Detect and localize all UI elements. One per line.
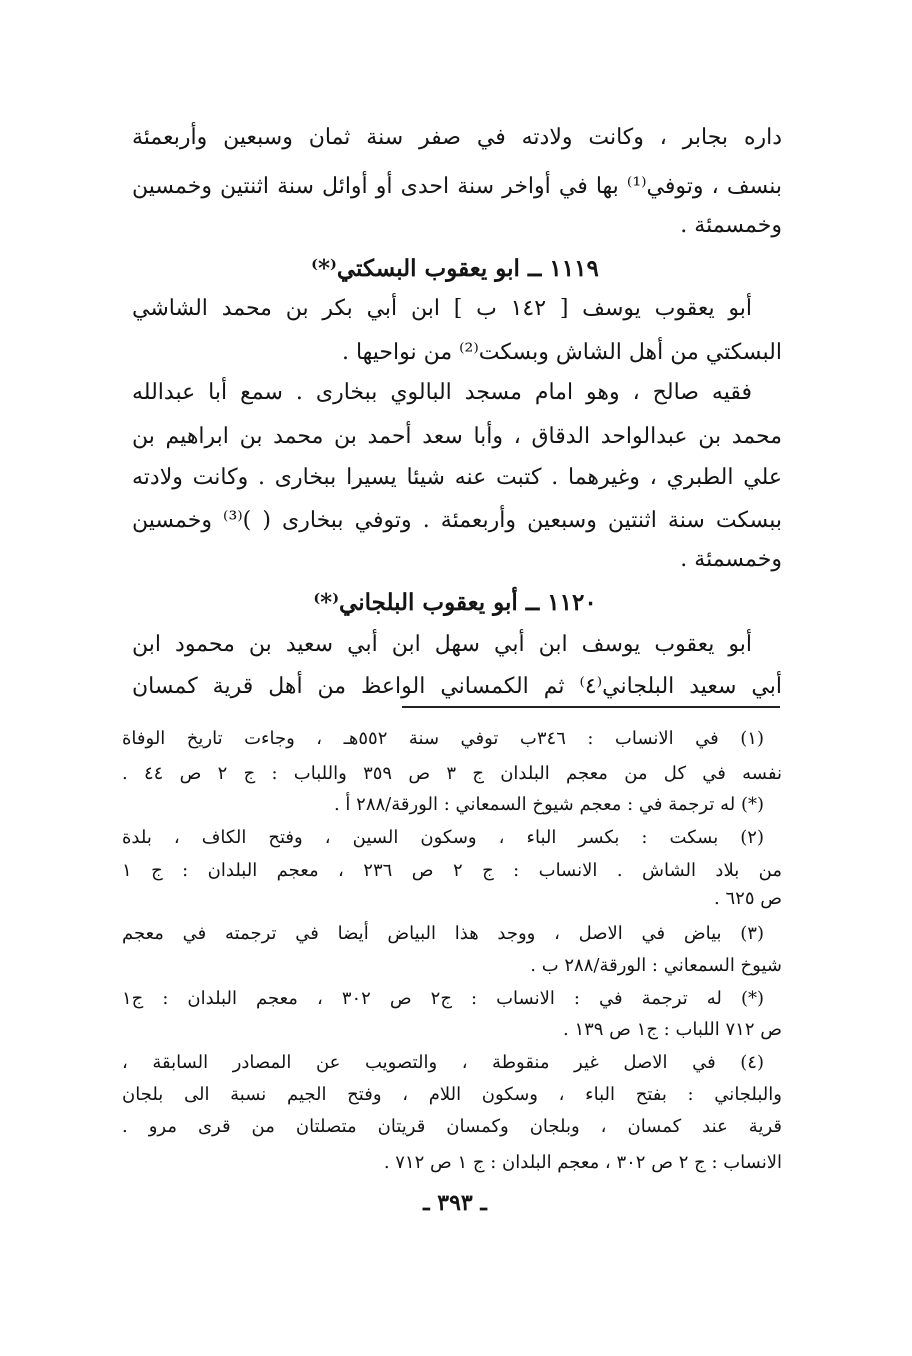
footnote-line: الانساب : ج ٢ ص ٣٠٢ ، معجم البلدان : ج ١ ص ٧١٢ .: [383, 1152, 782, 1173]
body-line: ببسكت سنة اثنتين وسبعين وأربعمئة . وتوفي ببخارى ( )⁽³⁾ وخمسين: [132, 508, 782, 533]
body-line: أبو يعقوب يوسف ابن أبي سهل ابن أبي سعيد بن محمود ابن: [132, 632, 752, 657]
body-line: أبي سعيد البلجاني⁽٤⁾ ثم الكمساني الواعظ من أهل قرية كمسان: [132, 674, 782, 699]
footnote-line: (*) له ترجمة في : معجم شيوخ السمعاني : الورقة/٢٨٨ أ .: [333, 794, 764, 815]
entry-heading-1120: ١١٢٠ ــ أبو يعقوب البلجاني⁽*⁾: [313, 589, 597, 616]
footnote-line: ص ٦٢٥ .: [714, 888, 782, 909]
footnote-line: (١) في الانساب : ٣٤٦ب توفي سنة ٥٥٢هـ ، وجاءت تاريخ الوفاة: [122, 728, 764, 749]
footnote-line: (*) له ترجمة في : الانساب : ج٢ ص ٣٠٢ ، معجم البلدان : ج١: [122, 988, 764, 1009]
footnote-line: قرية عند كمسان ، وبلجان وكمسان قريتان متصلتان من قرى مرو .: [122, 1116, 782, 1137]
body-line: أبو يعقوب يوسف [ ١٤٢ ب ] ابن أبي بكر بن محمد الشاشي: [132, 296, 752, 321]
footnote-line: (٣) بياض في الاصل ، ووجد هذا البياض أيضا في ترجمته في معجم: [122, 923, 764, 944]
body-line: علي الطبري ، وغيرهما . كتبت عنه شيئا يسيرا ببخارى . وكانت ولادته: [132, 465, 782, 490]
body-line: البسكتي من أهل الشاش وبسكت⁽²⁾ من نواحيها .: [341, 340, 782, 365]
footnote-separator: [402, 706, 780, 708]
footnote-line: من بلاد الشاش . الانساب : ج ٢ ص ٢٣٦ ، معجم البلدان : ج ١: [122, 860, 782, 881]
page-number: ـ ٣٩٣ ـ: [423, 1190, 487, 1216]
footnote-line: شيوخ السمعاني : الورقة/٢٨٨ ب .: [530, 955, 782, 976]
body-line: بنسف ، وتوفي⁽¹⁾ بها في أواخر سنة احدى أو أوائل سنة اثنتين وخمسين: [132, 174, 782, 199]
body-line: وخمسمئة .: [680, 547, 782, 572]
body-line: محمد بن عبدالواحد الدقاق ، وأبا سعد أحمد بن محمد بن ابراهيم بن: [132, 424, 782, 449]
body-line: داره بجابر ، وكانت ولادته في صفر سنة ثمان وسبعين وأربعمئة: [132, 125, 782, 150]
footnote-line: (٢) بسكت : بكسر الباء ، وسكون السين ، وفتح الكاف ، بلدة: [122, 827, 764, 848]
footnote-line: (٤) في الاصل غير منقوطة ، والتصويب عن المصادر السابقة ،: [122, 1052, 764, 1073]
footnote-line: نفسه في كل من معجم البلدان ج ٣ ص ٣٥٩ واللباب : ج ٢ ص ٤٤ .: [122, 763, 782, 784]
body-line: فقيه صالح ، وهو امام مسجد البالوي ببخارى . سمع أبا عبدالله: [132, 380, 752, 405]
body-line: وخمسمئة .: [680, 213, 782, 238]
footnote-line: والبلجاني : بفتح الباء ، وسكون اللام ، وفتح الجيم نسبة الى بلجان: [122, 1084, 782, 1105]
footnote-line: ص ٧١٢ اللباب : ج١ ص ١٣٩ .: [562, 1019, 782, 1040]
entry-heading-1119: ١١١٩ ــ ابو يعقوب البسكتي⁽*⁾: [311, 255, 599, 282]
